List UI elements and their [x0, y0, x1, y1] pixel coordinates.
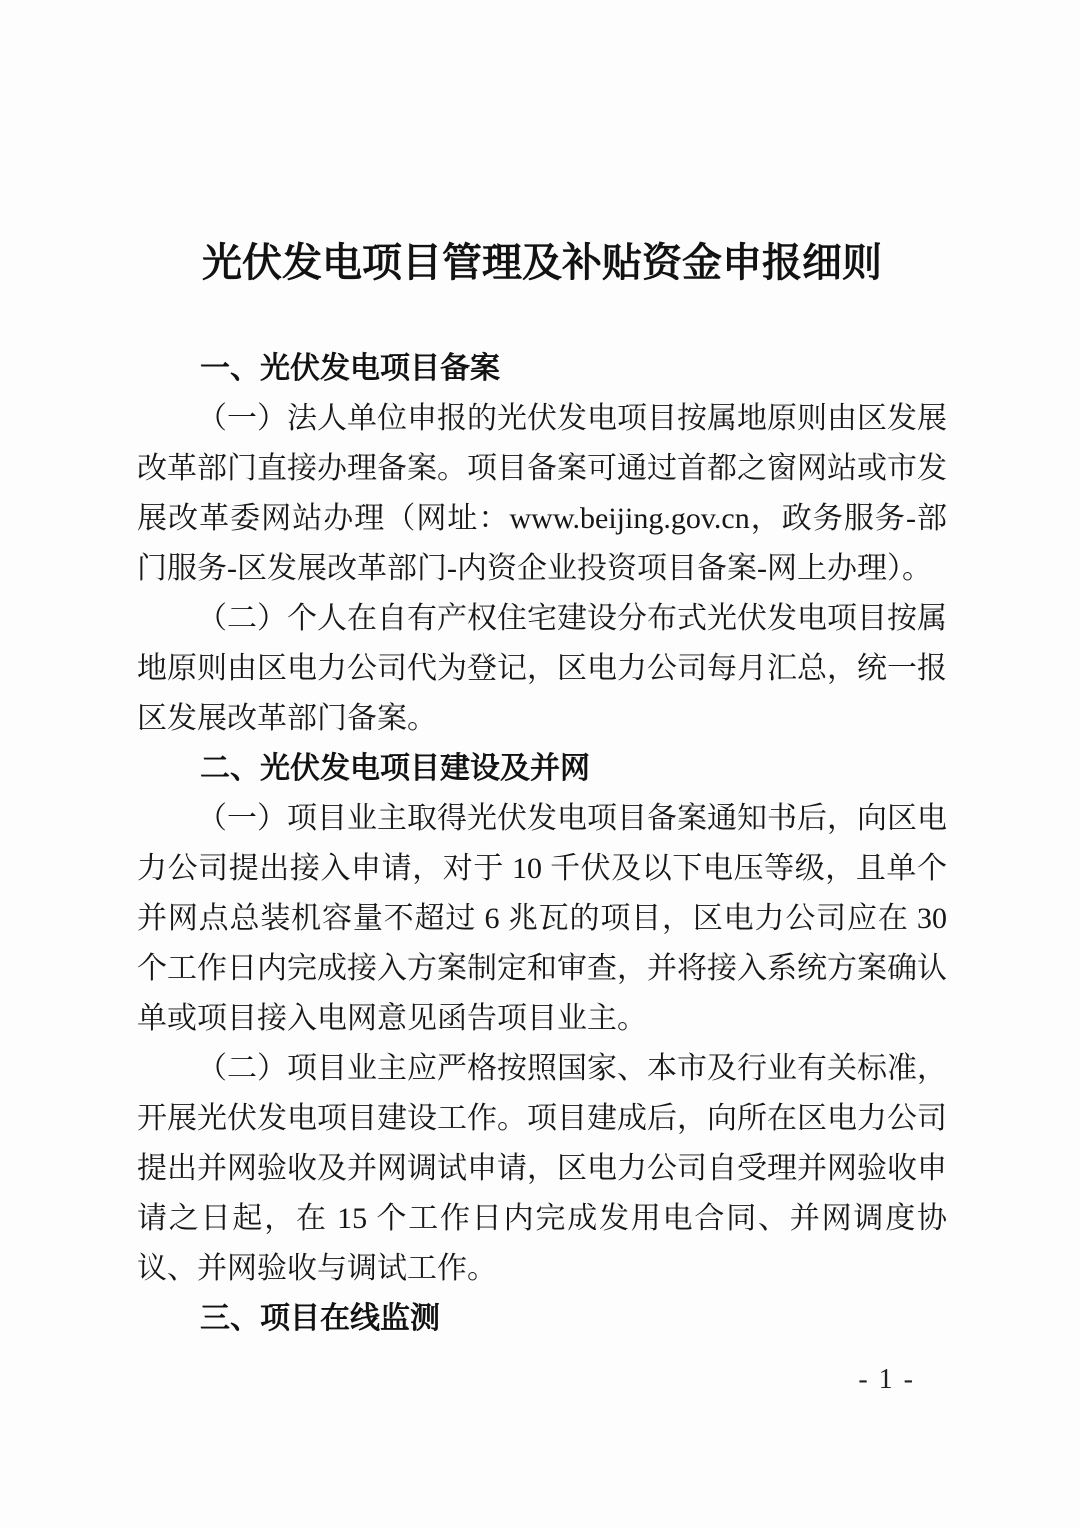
- section-heading-3: 三、项目在线监测: [200, 1302, 440, 1335]
- page-number: - 1 -: [858, 1364, 915, 1395]
- document-body: [137, 344, 947, 1344]
- section-2-paragraph-1: （一）项目业主取得光伏发电项目备案通知书后，向区电力公司提出接入申请，对于 10 千伏及以下电压等级，且单个并网点总装机容量不超过 6 兆瓦的项目，区电力公司应在 30 个工作日内完成接入方案制定和审查，并将接入系统方案确认单或项目接入电网意见函告项目业主。: [137, 802, 947, 1035]
- section-heading-1: 一、光伏发电项目备案: [200, 352, 500, 385]
- section-1-paragraph-1: （一）法人单位申报的光伏发电项目按属地原则由区发展改革部门直接办理备案。项目备案可通过首都之窗网站或市发展改革委网站办理（网址：www.beijing.gov.cn，政务服务-部门服务-区发展改革部门-内资企业投资项目备案-网上办理）。: [137, 402, 947, 585]
- section-heading-2: 二、光伏发电项目建设及并网: [200, 752, 590, 785]
- section-1-paragraph-2: （二）个人在自有产权住宅建设分布式光伏发电项目按属地原则由区电力公司代为登记，区电力公司每月汇总，统一报区发展改革部门备案。: [137, 602, 947, 735]
- section-2-paragraph-2: （二）项目业主应严格按照国家、本市及行业有关标准，开展光伏发电项目建设工作。项目建成后，向所在区电力公司提出并网验收及并网调试申请，区电力公司自受理并网验收申请之日起，在 15 个工作日内完成发用电合同、并网调度协议、并网验收与调试工作。: [137, 1052, 947, 1285]
- document-title: 光伏发电项目管理及补贴资金申报细则: [202, 241, 882, 285]
